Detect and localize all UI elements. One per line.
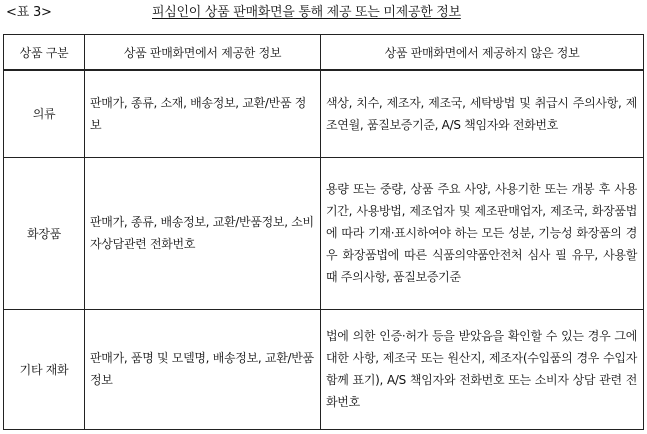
info-table: [3, 34, 644, 430]
row-not-provided-info: 법에 의한 인증·허가 등을 받았음을 확인할 수 있는 경우 그에 대한 사항, 제조국 또는 원산지, 제조자(수입품의 경우 수입자 함께 표기), A/S 책임자와 전화번호 또는 소비자 상담 관련 전화번호: [321, 309, 644, 429]
table-row-cosmetics: [4, 157, 644, 309]
row-not-provided-info: 색상, 치수, 제조자, 제조국, 세탁방법 및 취급시 주의사항, 제조연월, 품질보증기준, A/S 책임자와 전화번호: [321, 70, 644, 157]
table-row-clothing: [4, 70, 644, 157]
table-row-other-goods: [4, 309, 644, 429]
table-header-row: [4, 35, 644, 71]
row-category: 의류: [4, 70, 85, 157]
row-category: 기타 재화: [4, 309, 85, 429]
row-not-provided-info: 용량 또는 중량, 상품 주요 사양, 사용기한 또는 개봉 후 사용기간, 사용방법, 제조업자 및 제조판매업자, 제조국, 화장품법에 따라 기재·표시하여야 하는 모든 성분, 기능성 화장품의 경우 화장품법에 따른 식품의약품안전처 심사 필 유무, 사용할 때 주의사항, 품질보증기준: [321, 157, 644, 309]
table-title: 피심인이 상품 판매화면을 통해 제공 또는 미제공한 정보: [152, 5, 461, 20]
row-provided-info: 판매가, 종류, 소재, 배송정보, 교환/반품 정보: [85, 70, 321, 157]
table-label: <표 3>: [6, 5, 52, 20]
row-provided-info: 판매가, 종류, 배송정보, 교환/반품정보, 소비자상담관련 전화번호: [85, 157, 321, 309]
table-caption: [6, 4, 642, 26]
header-provided: 상품 판매화면에서 제공한 정보: [85, 35, 321, 71]
row-category: 화장품: [4, 157, 85, 309]
header-category: 상품 구분: [4, 35, 85, 71]
row-provided-info: 판매가, 품명 및 모델명, 배송정보, 교환/반품 정보: [85, 309, 321, 429]
header-not-provided: 상품 판매화면에서 제공하지 않은 정보: [321, 35, 644, 71]
